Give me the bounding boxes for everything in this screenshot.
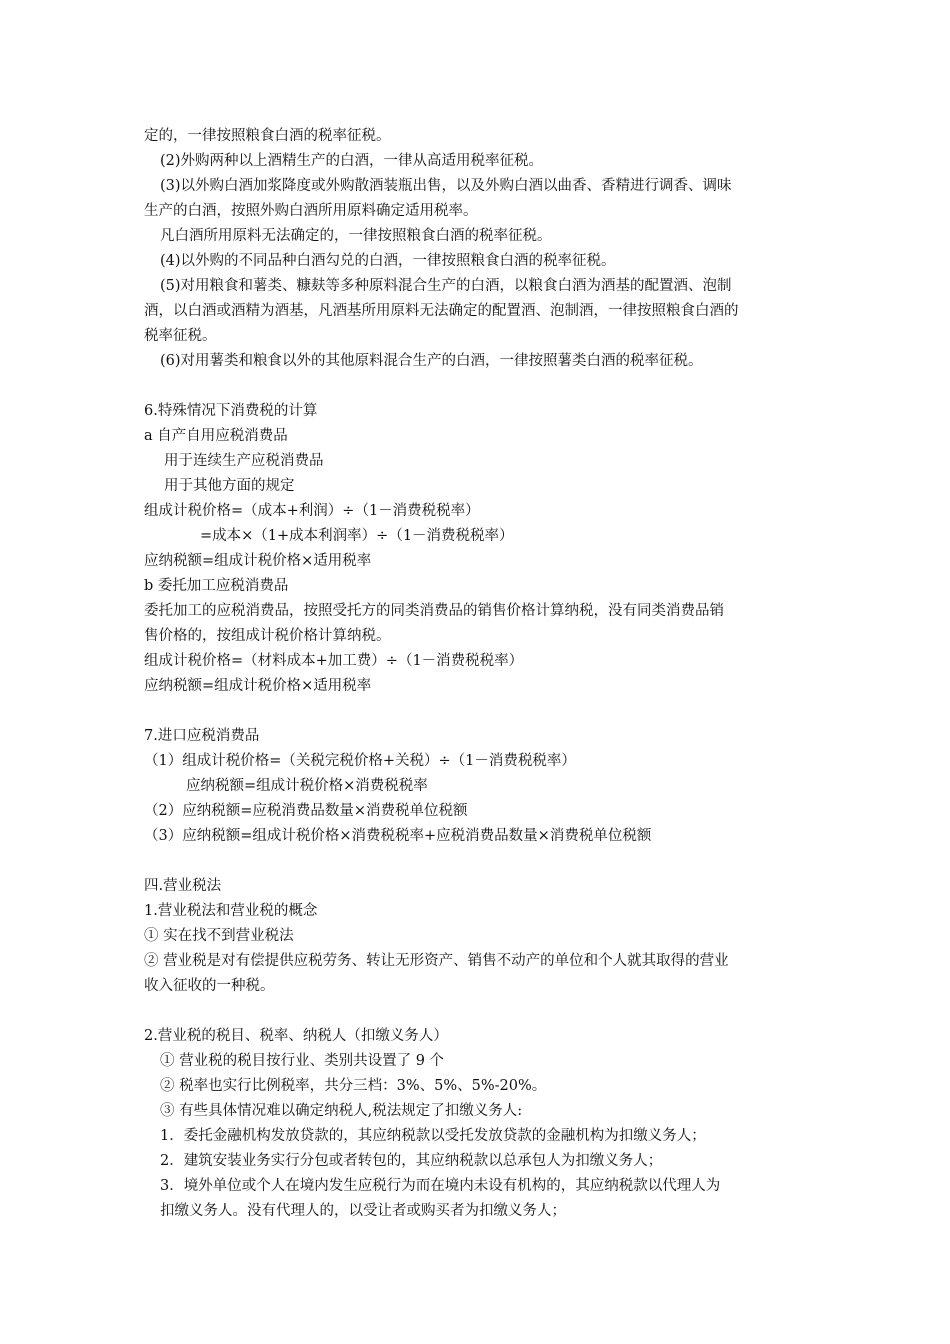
list-item: ① 营业税的税目按行业、类别共设置了 9 个 — [160, 1053, 445, 1069]
section-heading: 6.特殊情况下消费税的计算 — [144, 403, 318, 419]
list-item: 用于其他方面的规定 — [164, 478, 295, 494]
list-item: （2）应纳税额=应税消费品数量×消费税单位税额 — [144, 803, 468, 819]
paragraph-line: (4)以外购的不同品种白酒勾兑的白酒，一律按照粮食白酒的税率征税。 — [160, 253, 616, 269]
spacer — [144, 374, 810, 399]
formula-line: 应纳税额=组成计税价格×适用税率 — [144, 678, 372, 694]
section-heading: 7.进口应税消费品 — [144, 728, 260, 744]
spacer — [144, 849, 810, 874]
formula-line: 组成计税价格=（成本+利润）÷（1－消费税税率） — [144, 503, 480, 519]
subsection-heading: b 委托加工应税消费品 — [144, 578, 289, 594]
paragraph-line: (3)以外购白酒加浆降度或外购散酒装瓶出售，以及外购白酒以曲香、香精进行调香、调味 — [160, 178, 732, 194]
numbered-item: 3．境外单位或个人在境内发生应税行为而在境内未设有机构的，其应纳税款以代理人为 — [160, 1178, 721, 1194]
paragraph-line: (6)对用薯类和粮食以外的其他原料混合生产的白酒，一律按照薯类白酒的税率征税。 — [160, 353, 703, 369]
list-item: ② 营业税是对有偿提供应税劳务、转让无形资产、销售不动产的单位和个人就其取得的营业 — [144, 953, 729, 969]
list-item: ③ 有些具体情况难以确定纳税人,税法规定了扣缴义务人: — [160, 1103, 523, 1119]
list-item: （1）组成计税价格=（关税完税价格+关税）÷（1－消费税税率） — [144, 753, 576, 769]
paragraph-line: (2)外购两种以上酒精生产的白酒，一律从高适用税率征税。 — [160, 153, 544, 169]
document-body — [144, 124, 810, 1224]
spacer — [144, 999, 810, 1024]
subsection-heading: a 自产自用应税消费品 — [144, 428, 288, 444]
formula-line: =成本×（1+成本利润率）÷（1－消费税税率） — [200, 528, 514, 544]
paragraph-line: 生产的白酒，按照外购白酒所用原料确定适用税率。 — [144, 203, 478, 219]
paragraph-line: 收入征收的一种税。 — [144, 978, 275, 994]
paragraph-line: 定的，一律按照粮食白酒的税率征税。 — [144, 128, 391, 144]
list-item: （3）应纳税额=组成计税价格×消费税税率+应税消费品数量×消费税单位税额 — [144, 828, 652, 844]
section-heading: 2.营业税的税目、税率、纳税人（扣缴义务人） — [144, 1028, 448, 1044]
spacer — [144, 699, 810, 724]
paragraph-line: 扣缴义务人。没有代理人的，以受让者或购买者为扣缴义务人； — [160, 1203, 566, 1219]
paragraph-line: 税率征税。 — [144, 328, 217, 344]
paragraph-line: (5)对用粮食和薯类、糠麸等多种原料混合生产的白酒，以粮食白酒为酒基的配置酒、泡制 — [160, 278, 732, 294]
formula-line: 组成计税价格=（材料成本+加工费）÷（1－消费税税率） — [144, 653, 524, 669]
paragraph-line: 委托加工的应税消费品，按照受托方的同类消费品的销售价格计算纳税，没有同类消费品销 — [144, 603, 724, 619]
paragraph-line: 售价格的，按组成计税价格计算纳税。 — [144, 628, 391, 644]
paragraph-line: 酒，以白酒或酒精为酒基，凡酒基所用原料无法确定的配置酒、泡制酒，一律按照粮食白酒的 — [144, 303, 739, 319]
paragraph-line: 凡白酒所用原料无法确定的，一律按照粮食白酒的税率征税。 — [160, 228, 552, 244]
formula-line: 应纳税额=组成计税价格×消费税税率 — [186, 778, 428, 794]
numbered-item: 1．委托金融机构发放贷款的，其应纳税款以受托发放贷款的金融机构为扣缴义务人； — [160, 1128, 706, 1144]
formula-line: 应纳税额=组成计税价格×适用税率 — [144, 553, 372, 569]
list-item: ① 实在找不到营业税法 — [144, 928, 294, 944]
list-item: 用于连续生产应税消费品 — [164, 453, 324, 469]
numbered-item: 2．建筑安装业务实行分包或者转包的，其应纳税款以总承包人为扣缴义务人； — [160, 1153, 663, 1169]
section-heading: 1.营业税法和营业税的概念 — [144, 903, 318, 919]
list-item: ② 税率也实行比例税率，共分三档：3%、5%、5%-20%。 — [160, 1078, 547, 1094]
chapter-heading: 四.营业税法 — [144, 878, 222, 894]
